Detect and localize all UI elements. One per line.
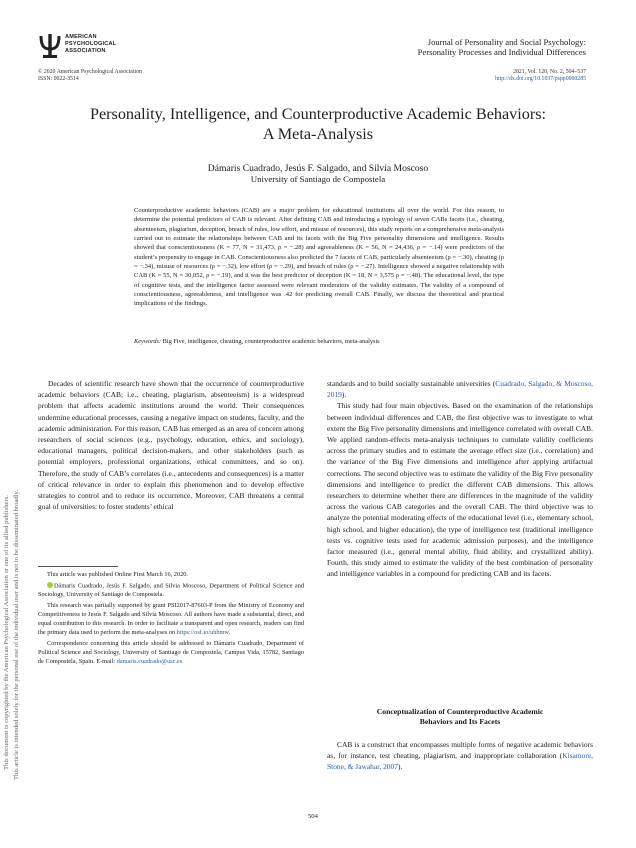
orcid-icon[interactable] bbox=[47, 582, 53, 588]
body-column-right-continued bbox=[327, 739, 593, 773]
email-link[interactable]: damaris.cuadrado@usc.es bbox=[116, 657, 183, 665]
journal-name: Journal of Personality and Social Psychology: Personality Processes and Individual Differences bbox=[417, 37, 586, 57]
paragraph: CAB is a construct that encompasses multiple forms of negative academic behaviors as, for instance, test cheating, plagiarism, and inappropriate collaboration (Kisamore, Stone, & Jawahar, 2007). bbox=[327, 740, 593, 772]
affiliation: University of Santiago de Compostela bbox=[250, 174, 386, 184]
psi-logo-icon bbox=[38, 33, 62, 59]
article-title: Personality, Intelligence, and Counterproductive Academic Behaviors: A Meta-Analysis bbox=[89, 105, 547, 143]
copyright-notice-line1: This document is copyrighted by the American Psychological Association or one of its allied publishers. bbox=[3, 495, 10, 770]
footnotes bbox=[38, 571, 304, 669]
copyright-info: © 2020 American Psychological Association ISSN: 0022-3514 bbox=[38, 69, 142, 83]
keywords: Keywords: Big Five, intelligence, cheating, counterproductive academic behaviors, meta-analysis bbox=[134, 338, 380, 345]
citation-link[interactable]: Kisamore, Stone, & Jawahar, 2007 bbox=[327, 751, 593, 772]
volume-info: 2021, Vol. 120, No. 2, 504–537 http://dx.doi.org/10.1037/pspp0000285 bbox=[495, 69, 586, 83]
section-heading: Conceptualization of Counterproductive Academic Behaviors and Its Facets bbox=[376, 707, 544, 727]
footnote-authors: Dámaris Cuadrado, Jesús F. Salgado, and Silvia Moscoso, Department of Political Science and Sociology, University of Santiago de Compostela. bbox=[38, 582, 304, 599]
paragraph: Decades of scientific research have shown that the occurrence of counterproductive academic behaviors (CAB; i.e., cheating, plagiarism, absenteeism) is a widespread problem that affects academic institutions around the world. Their consequences undermine educational processes, causing a negative impact on students, faculty, and the academic administration. For this reason, CAB has emerged as an area of concern among researchers of social sciences (e.g., psychology, education, ethics, and sociology), educational managers, political decision-makers, and other stakeholders (such as potential employers, professional organizations, ethical committees, and so on). Therefore, the study of CAB’s correlates (i.e., antecedents and consequences) is a matter of critical relevance in order to explain this phenomenon and to develop effective strategies to control and to reduce its occurrence. Moreover, CAB threatens a central goal of universities: to foster students’ ethical bbox=[38, 379, 304, 512]
abstract: Counterproductive academic behaviors (CAB) are a major problem for educational institutions all over the world. For this reason, to determine the potential predictors of CAB is relevant. After defining CAB and introducing a typology of seven CABs facets (i.e., cheating, absenteeism, plagiarism, deception, breach of rules, low effort, and misuse of resources), this study reports on a comprehensive meta-analysis carried out to estimate the relationships between CAB and its facets with the Big Five personality dimensions and intelligence. Results showed that conscientiousness (K = 77, N = 31,473, ρ = −.28) and agreeableness (K = 56, N = 24,436, ρ = −.14) were predictors of the student’s propensity to engage in CAB. Conscientiousness also predicted the 7 facets of CAB, particularly absenteeism (ρ = −.30), cheating (ρ = −.34), misuse of resources (ρ = −.32), low effort (ρ = −.29), and breach of rules (ρ = −.27). Intelligence showed a negative relationship with CAB (K = 55, N = 30,052, ρ = −.19), and it was the best predictor of deception (K = 18, N = 3,575 ρ = −.48). The educational level, the type of cognitive tests, and the intelligence factor assessed were relevant moderators of the validity estimates. The validity of a compound of conscientiousness, agreeableness, and intelligence was .42 for predicting overall CAB. Finally, we discuss the theoretical and practical implications of the findings. bbox=[134, 207, 504, 308]
footnote-published: This article was published Online First March 16, 2020. bbox=[47, 571, 188, 578]
body-column-left bbox=[38, 378, 304, 512]
copyright-notice-line2: This article is intended solely for the personal use of the individual user and is not to be disseminated broadly. bbox=[13, 490, 20, 780]
footnote-funding: This research was partially supported by grant PSI2017-87603-P from the Ministry of Economy and Competitiveness to Jesús F. Salgado and Silvia Moscoso. All authors have made a substantial, direct, and equal contribution to this research. In order to facilitate a transparent and open research, readers can find the primary data used to perform the meta-analyses on https://osf.io/uhbmw. bbox=[38, 602, 304, 636]
body-column-right bbox=[327, 378, 593, 580]
apa-logo bbox=[38, 33, 148, 67]
paragraph: This study had four main objectives. Based on the examination of the relationships between individual differences and CAB, the first objective was to investigate to what extent the Big Five personality dimensions and intelligence correlated with overall CAB. We applied random-effects meta-analysis techniques to cumulate validity coefficients across the primary studies and to estimate the average effect size (i.e., correlation) and the variance of the Big Five dimensions and intelligence after applying artifactual corrections. The second objective was to estimate the validity of the Big Five personality dimensions and intelligence to predict the different CAB dimensions. This allows researchers to determine whether there are differences in the magnitude of the validity across the various CAB categories and the overall CAB. The third objective was to analyze the potential moderating effects of the educational level (i.e., elementary school, high school, and higher education), the type of intelligence test (traditional intelligence tests vs. cognitive tests used for academic admission purposes), and the intelligence factor measured (i.e., general mental ability, fluid ability, and crystallized ability). Fourth, this study aimed to estimate the validity of the best combination of personality and intelligence variables in a compound for predicting CAB and its facets. bbox=[327, 401, 593, 579]
authors: Dámaris Cuadrado, Jesús F. Salgado, and Silvia Moscoso bbox=[207, 163, 429, 174]
footnote-correspondence: Correspondence concerning this article should be addressed to Dámaris Cuadrado, Department of Political Science and Sociology, University of Santiago de Compostela, Campus Vida, 15782, Santiago de Compostela, Spain. E-mail: damaris.cuadrado@usc.es bbox=[38, 639, 304, 665]
citation-link[interactable]: Cuadrado, Salgado, & Moscoso, 2019 bbox=[327, 379, 593, 400]
osf-link[interactable]: https://osf.io/uhbmw bbox=[176, 628, 229, 636]
doi-link[interactable]: http://dx.doi.org/10.1037/pspp0000285 bbox=[495, 76, 586, 83]
paragraph: standards and to build socially sustainable universities (Cuadrado, Salgado, & Moscoso, 2019). bbox=[327, 379, 593, 400]
logo-text: AMERICAN PSYCHOLOGICAL ASSOCIATION bbox=[65, 34, 117, 55]
page-number: 504 bbox=[308, 813, 318, 820]
footnote-divider bbox=[38, 566, 118, 567]
